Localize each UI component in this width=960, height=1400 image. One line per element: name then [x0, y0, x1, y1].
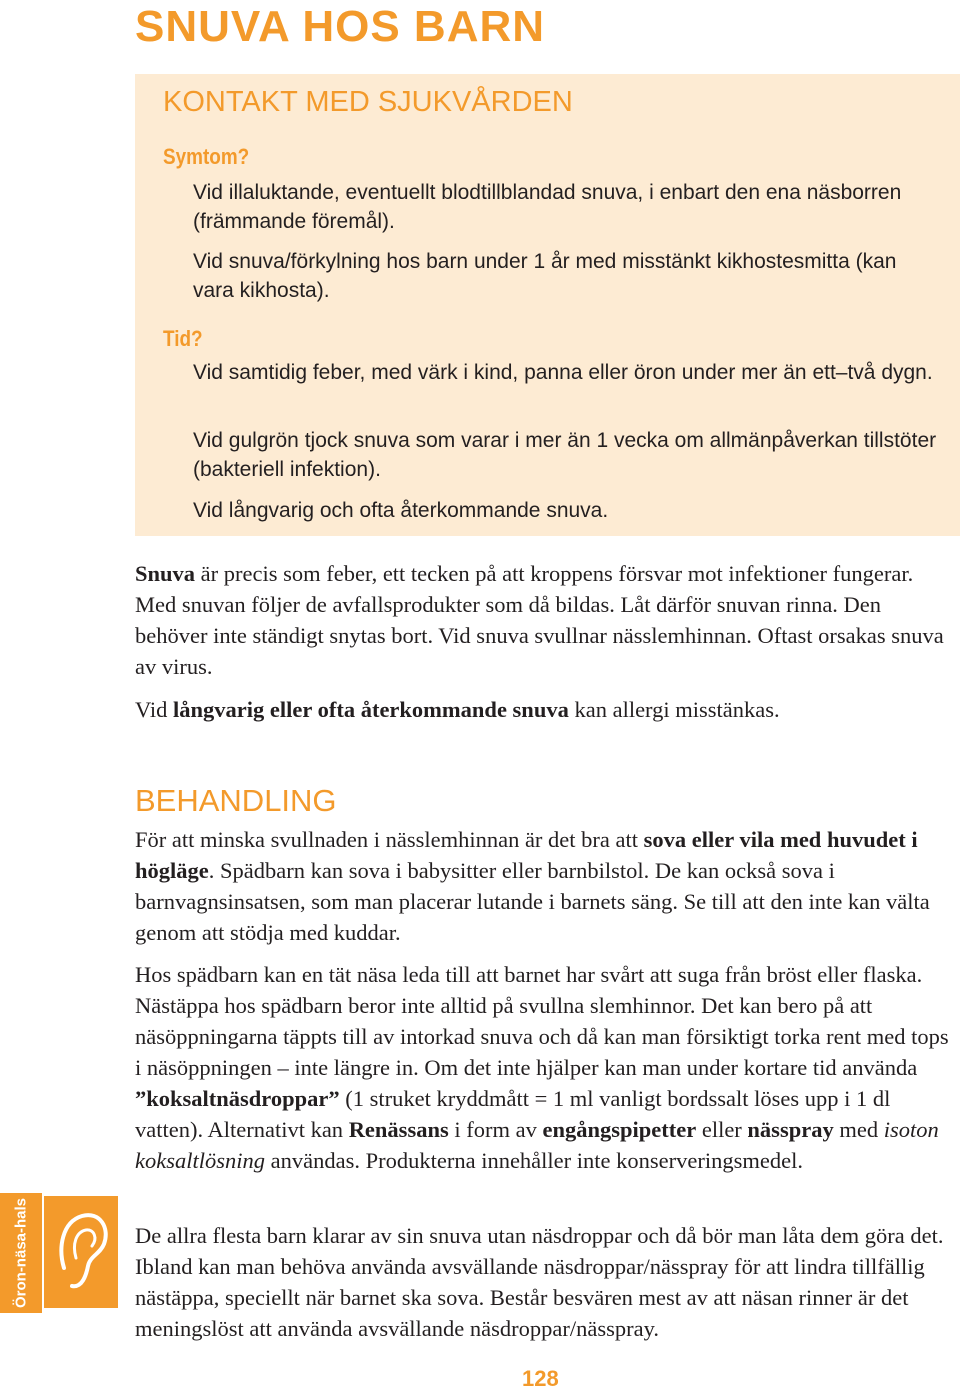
- ear-icon: [44, 1196, 118, 1308]
- symptom-label: Symtom?: [163, 144, 250, 169]
- bold-term: nässpray: [747, 1117, 834, 1142]
- symptom-item: Vid snuva/förkylning hos barn under 1 år med misstänkt kikhostesmitta (kan vara kikhosta).: [193, 250, 897, 302]
- side-tab-label: Öron-näsa-hals: [12, 1197, 30, 1309]
- treatment-paragraph: För att minska svullnaden i nässlemhinnan är det bra att sova eller vila med huvudet i högläge. Spädbarn kan sova i babysitter eller barnbilstol. De kan också sova i barnvagnsinsatsen, som man placerar lutande i barnets säng. Se till att den inte kan välta genom att stödja med kuddar.: [135, 827, 930, 945]
- symptom-item: Vid illaluktande, eventuellt blodtillblandad snuva, i enbart den ena näsborren (främmande föremål).: [193, 181, 902, 233]
- treatment-paragraph: De allra flesta barn klarar av sin snuva utan näsdroppar och då bör man låta dem göra det. Ibland kan man behöva använda avsvällande näsdroppar/nässpray för att lindra tillfällig nästäppa, speciellt när barnet ska sova. Består besvären mest av att näsan rinner är det meningslöst att använda avsvällande näsdroppar/nässpray.: [135, 1223, 944, 1341]
- bold-term: ”koksaltnäsdroppar”: [135, 1086, 340, 1111]
- page-number: 128: [522, 1366, 559, 1391]
- allergy-paragraph: Vid långvarig eller ofta återkommande snuva kan allergi misstänkas.: [135, 697, 780, 722]
- time-label: Tid?: [163, 326, 203, 351]
- time-item: Vid gulgrön tjock snuva som varar i mer än 1 vecka om allmänpåverkan tillstöter (bakteriell infektion).: [193, 429, 937, 481]
- bold-term: Renässans: [348, 1117, 449, 1142]
- bold-term: sova eller vila med huvudet i högläge: [135, 827, 918, 883]
- contact-heading: KONTAKT MED SJUKVÅRDEN: [163, 86, 573, 118]
- bold-term: engångspipetter: [542, 1117, 697, 1142]
- treatment-heading: BEHANDLING: [135, 783, 337, 818]
- bold-term: Snuva: [135, 561, 196, 586]
- page-title: SNUVA HOS BARN: [135, 2, 546, 51]
- time-item: Vid långvarig och ofta återkommande snuva.: [193, 499, 609, 522]
- intro-paragraph: Snuva är precis som feber, ett tecken på att kroppens försvar mot infektioner fungerar. Med snuvan följer de avfallsprodukter som då bildas. Låt därför snuvan rinna. Den behöver inte ständigt snytas bort. Vid snuva svullnar nässlemhinnan. Oftast orsakas snuva av virus.: [135, 561, 944, 679]
- italic-term: isoton koksaltlösning: [135, 1117, 939, 1173]
- treatment-paragraph: Hos spädbarn kan en tät näsa leda till att barnet har svårt att suga från bröst eller flaska. Nästäppa hos spädbarn beror inte alltid på svullna slemhinnor. Det kan bero på att näsöppningarna täppts till av intorkad snuva och då kan man försiktigt torka rent med tops i näsöppningen – inte längre in. Om det inte hjälper kan man under kortare tid använda ”koksaltnäsdroppar” (1 struket kryddmått = 1 ml vanligt bordssalt löses upp i 1 dl vatten). Alternativt kan Renässans i form av engångspipetter eller nässpray med isoton koksaltlösning användas. Produkterna innehåller inte konserveringsmedel.: [135, 962, 949, 1173]
- section-side-tab: [0, 1193, 42, 1313]
- bold-term: långvarig eller ofta återkommande snuva: [173, 697, 569, 722]
- time-item: Vid samtidig feber, med värk i kind, panna eller öron under mer än ett–två dygn.: [193, 361, 933, 384]
